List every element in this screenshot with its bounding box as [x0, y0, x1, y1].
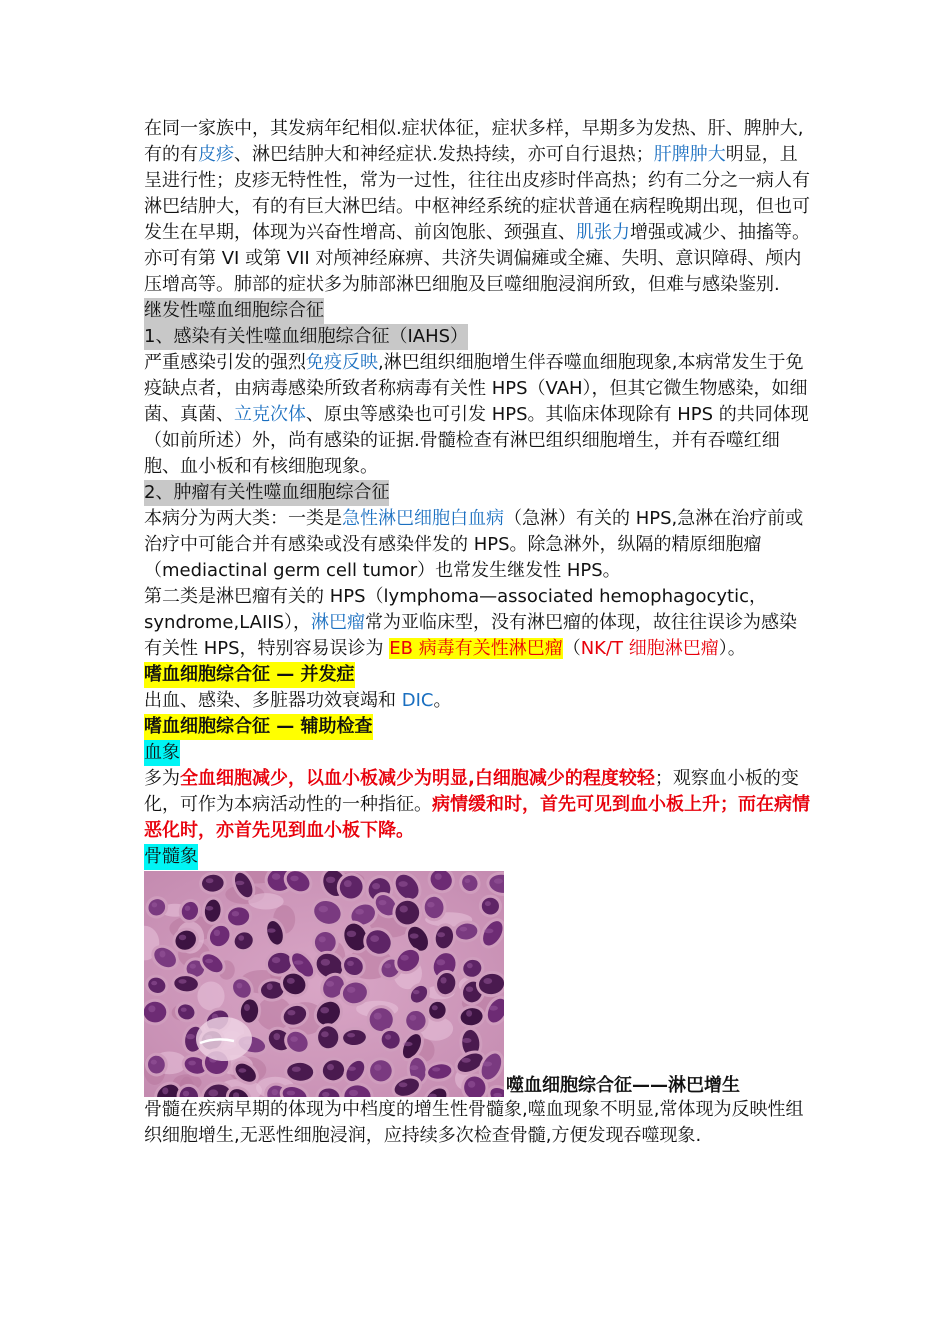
nkt-lymphoma-text: NK/T 细胞淋巴瘤	[580, 638, 719, 659]
section1-heading: 1、感染有关性噬血细胞综合征（IAHS）	[144, 324, 468, 350]
document-page	[144, 116, 814, 1149]
section2-paragraph-1	[144, 506, 814, 584]
complications-paragraph	[144, 688, 814, 714]
section2-text: 第二类是淋巴瘤有关的 HPS（lymphoma—associated hemophagocytic，syndrome,LAIIS），	[144, 586, 767, 633]
section1-text: 严重感染引发的强烈	[144, 352, 306, 373]
figure-caption: 噬血细胞综合征——淋巴增生	[506, 1075, 740, 1096]
section2-text: （急淋）有关的 HPS,急淋在治疗前或治疗中可能合并有感染或没有感染伴发的 HPS。除急淋外，纵隔的精原细胞瘤（mediactinal germ cell tumor）也常发生继发性 HPS。	[144, 508, 804, 581]
intro-text: 增强或减少、抽搐等。亦可有第 VI 或第 VII 对颅神经麻痹、共济失调偏瘫或全瘫、失明、意识障碍、颅内压增高等。肺部的症状多为肺部淋巴细胞及巨噬细胞浸润所致，但难与感染鉴别.	[144, 222, 810, 295]
marrow-text: 骨髓在疾病早期的体现为中档度的增生性骨髓象,噬血现象不明显,常体现为反映性组织细胞增生,无恶性细胞浸润，应持续多次检查骨髓,方便发现吞噬现象.	[144, 1099, 804, 1146]
link-lymphoma[interactable]: 淋巴瘤	[311, 612, 366, 633]
ebv-lymphoma-highlight: EB 病毒有关性淋巴瘤	[389, 638, 563, 659]
complications-text: 出血、感染、多脏器功效衰竭和	[144, 690, 402, 711]
link-immune-response[interactable]: 免疫反映	[306, 352, 378, 373]
section2-text: （	[562, 638, 581, 659]
blood-text: ；观察血小板的变化，可作为本病活动性的一种指征。	[144, 768, 799, 815]
intro-paragraph	[144, 116, 814, 298]
section2-heading-line	[144, 480, 814, 506]
intro-text: 明显，且呈进行性；皮疹无特性性，常为一过性，往往出皮疹时伴高热；约有二分之一病人有淋巴结肿大，有的有巨大淋巴结。中枢神经系统的症状普通在病程晚期出现，但也可发生在早期，体现为兴奋性增高、前囟饱胀、颈强直、	[144, 144, 810, 243]
link-rash[interactable]: 皮疹	[198, 144, 234, 165]
section2-paragraph-2	[144, 584, 814, 662]
section2-heading: 2、肿瘤有关性噬血细胞综合征	[144, 480, 389, 506]
secondary-heading-line	[144, 298, 814, 324]
section2-text: ）。	[718, 638, 746, 659]
blood-heading: 血象	[144, 740, 180, 766]
marrow-heading: 骨髓象	[144, 844, 198, 870]
intro-text: 、淋巴结肿大和神经症状.发热持续，亦可自行退热；	[234, 144, 654, 165]
blood-heading-line	[144, 740, 814, 766]
intro-text: 在同一家族中，其发病年纪相似.症状体征，症状多样，早期多为发热、肝、脾肿大,有的有	[144, 118, 804, 165]
secondary-heading: 继发性噬血细胞综合征	[144, 298, 324, 324]
section2-text: 本病分为两大类：一类是	[144, 508, 342, 529]
link-all[interactable]: 急性淋巴细胞白血病	[342, 508, 504, 529]
section1-heading-line	[144, 324, 814, 350]
aux-heading: 嗜血细胞综合征 — 辅助检查	[144, 714, 373, 740]
blood-emphasis-2: 病情缓和时，首先可见到血小板上升；而在病情恶化时，亦首先见到血小板下降。	[144, 794, 810, 841]
complications-heading: 嗜血细胞综合征 — 并发症	[144, 662, 355, 688]
bone-marrow-micrograph	[144, 871, 504, 1097]
marrow-heading-line	[144, 844, 814, 870]
link-hepatosplenomegaly[interactable]: 肝脾肿大	[653, 144, 726, 165]
section2-text: 常为亚临床型，没有淋巴瘤的体现，故往往误诊为感染有关性 HPS，特别容易误诊为	[144, 612, 798, 659]
complications-heading-line	[144, 662, 814, 688]
section1-text: ,淋巴组织细胞增生伴吞噬血细胞现象,本病常发生于免疫缺点者，由病毒感染所致者称病毒有关性 HPS（VAH），但其它微生物感染，如细菌、真菌、	[144, 352, 808, 425]
blood-text: 多为	[144, 768, 180, 789]
section1-text: 、原虫等感染也可引发 HPS。其临床体现除有 HPS 的共同体现（如前所述）外，尚有感染的证据.骨髓检查有淋巴组织细胞增生，并有吞噬红细胞、血小板和有核细胞现象。	[144, 404, 809, 477]
link-dic[interactable]: DIC	[401, 690, 434, 711]
marrow-paragraph	[144, 1097, 814, 1149]
complications-text: 。	[433, 690, 452, 711]
blood-paragraph	[144, 766, 814, 844]
blood-emphasis-1: 全血细胞减少，以血小板减少为明显,白细胞减少的程度较轻	[180, 768, 655, 789]
marrow-figure	[144, 871, 814, 1097]
link-rickettsia[interactable]: 立克次体	[234, 404, 306, 425]
aux-heading-line	[144, 714, 814, 740]
section1-paragraph	[144, 350, 814, 480]
link-muscle-tone[interactable]: 肌张力	[576, 222, 630, 243]
